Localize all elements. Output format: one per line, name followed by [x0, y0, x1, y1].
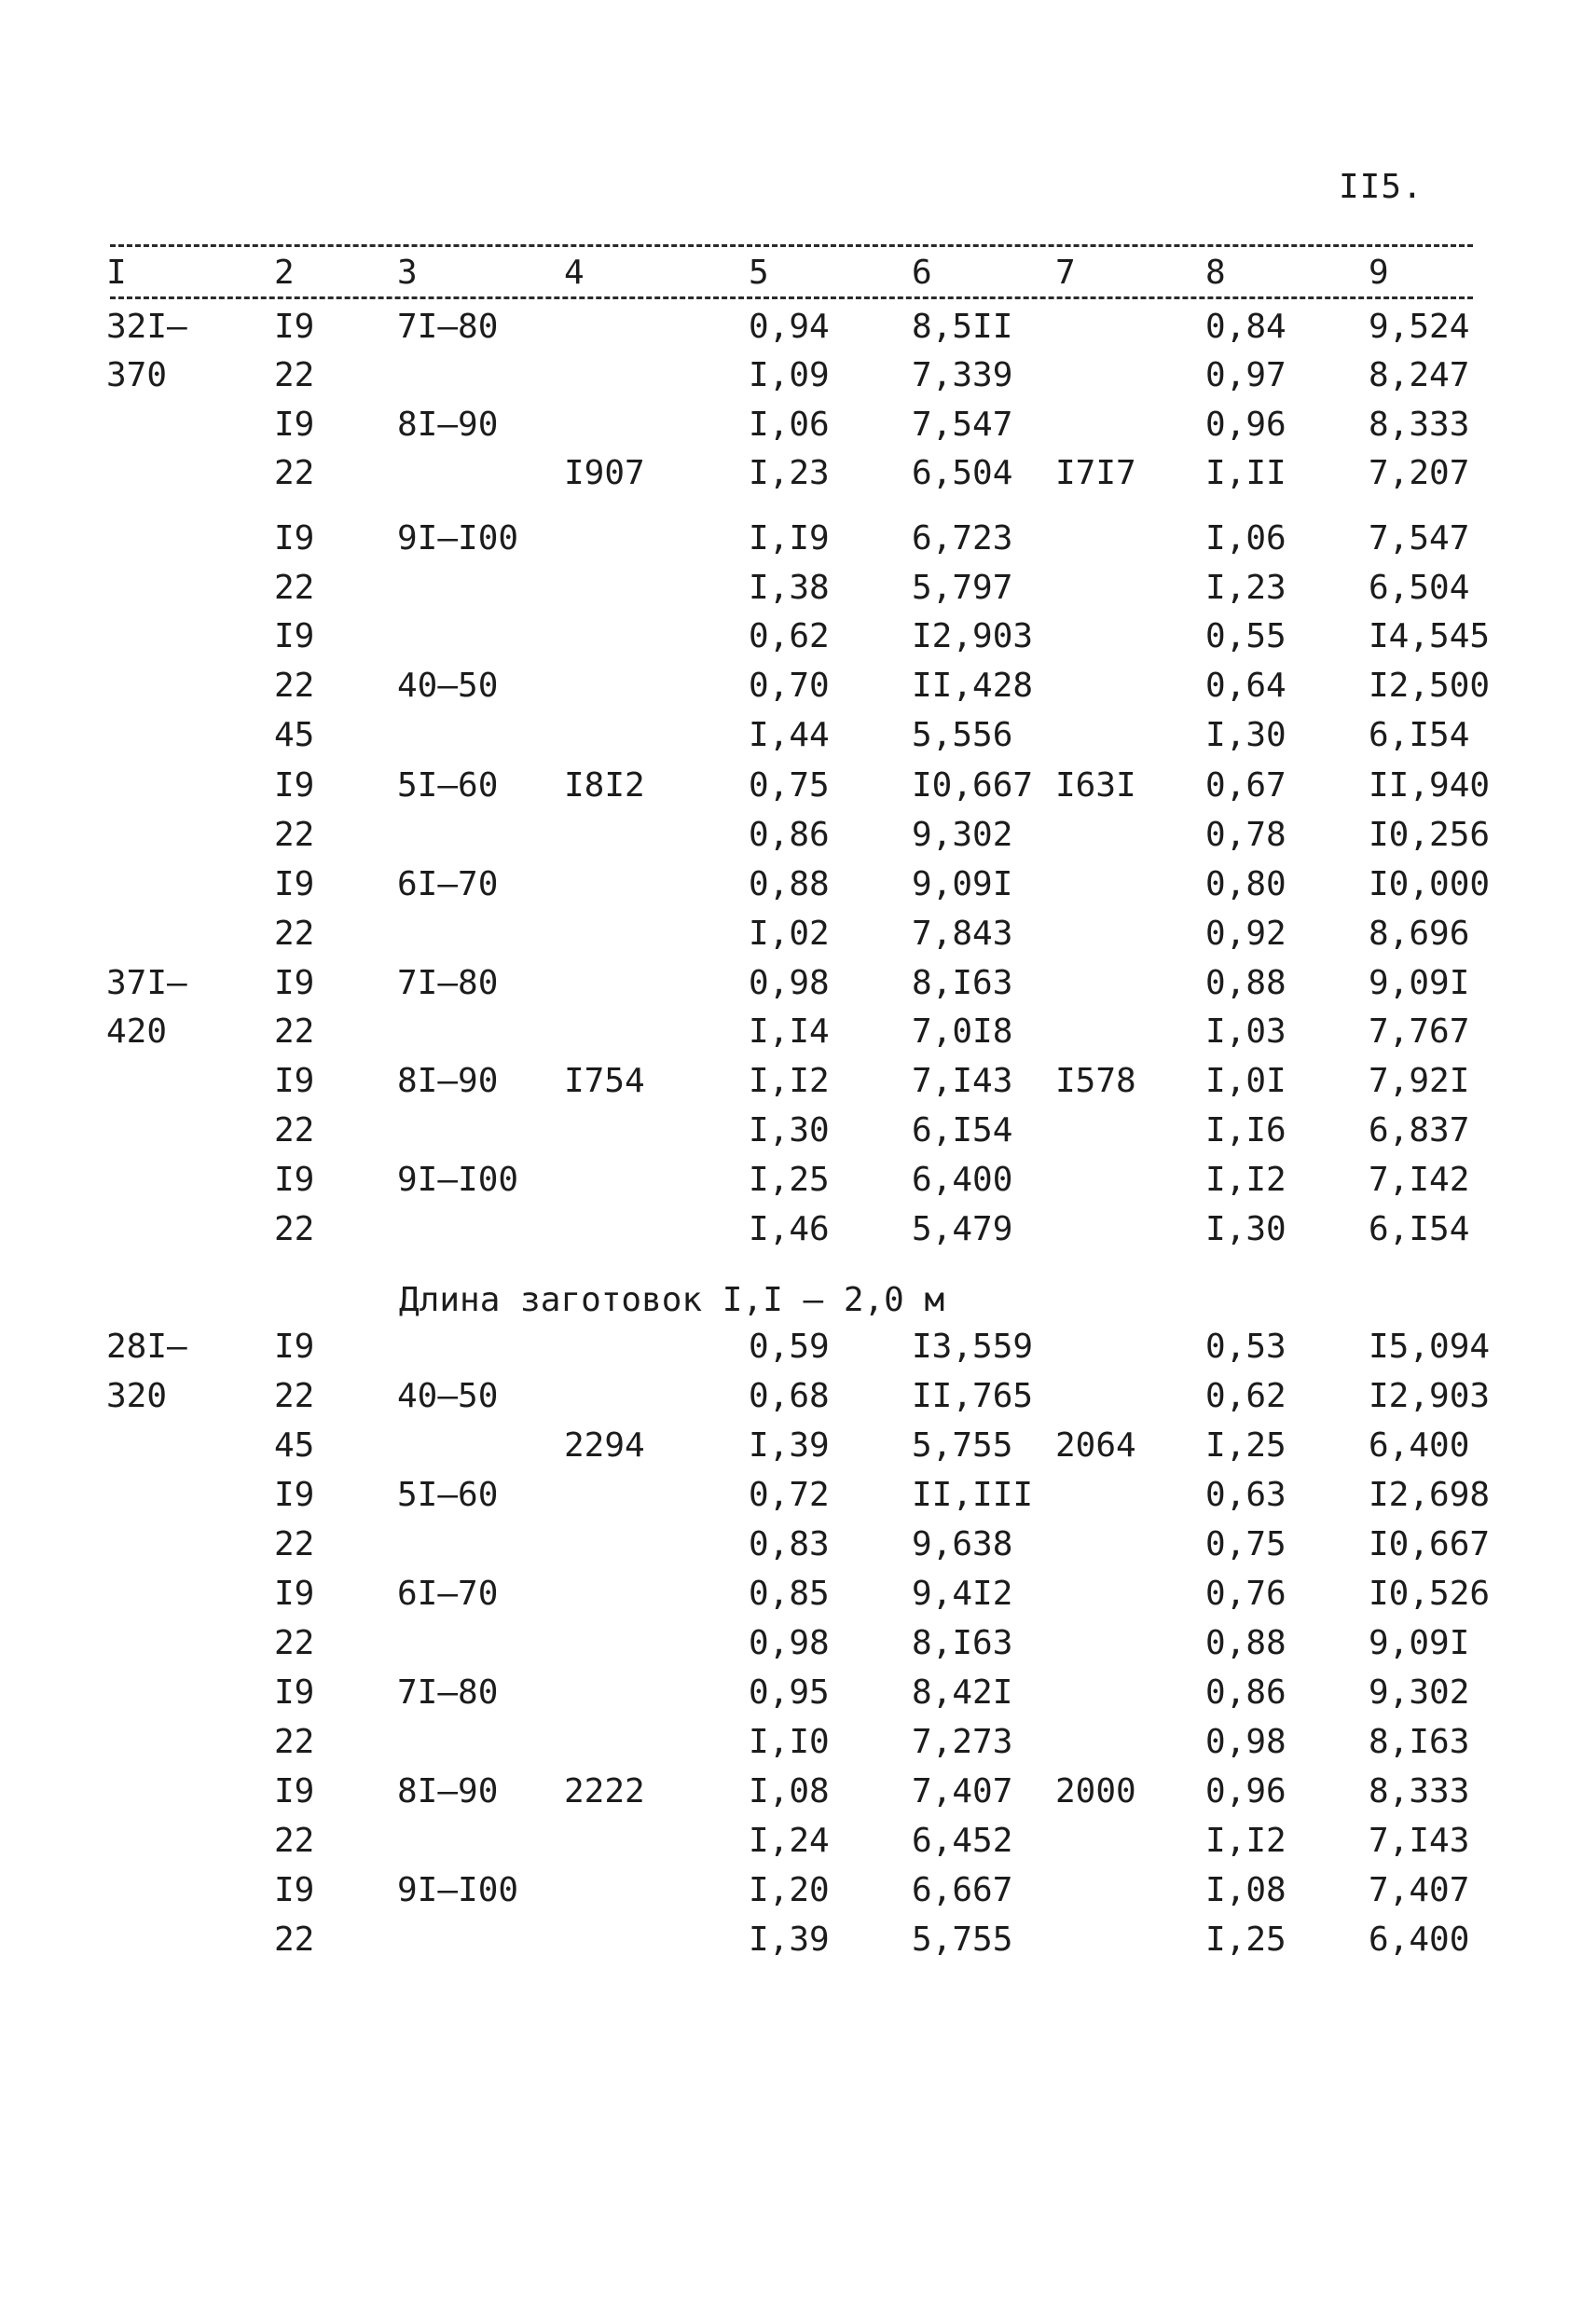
table-cell-col-8: 0,78 — [1205, 816, 1286, 854]
header-col-2: 2 — [274, 254, 295, 292]
table-cell-col-6: 6,667 — [912, 1871, 1013, 1909]
table-cell-col-8: I,I2 — [1205, 1822, 1286, 1860]
table-cell-col-2: I9 — [274, 1871, 315, 1909]
table-row — [0, 865, 1596, 906]
table-cell-col-9: 6,400 — [1369, 1921, 1470, 1959]
table-row — [0, 308, 1596, 349]
table-cell-col-6: 8,42I — [912, 1673, 1013, 1712]
table-cell-col-6: II,428 — [912, 667, 1034, 705]
table-cell-col-3: 7I–80 — [397, 964, 499, 1002]
table-cell-col-8: 0,98 — [1205, 1723, 1286, 1761]
table-cell-col-2: I9 — [274, 617, 315, 655]
table-cell-col-2: 22 — [274, 1111, 315, 1150]
table-cell-col-8: 0,88 — [1205, 964, 1286, 1002]
table-cell-col-6: 7,339 — [912, 356, 1013, 394]
table-cell-col-1: 37I– — [106, 964, 187, 1002]
table-cell-col-8: 0,63 — [1205, 1476, 1286, 1514]
table-cell-col-2: I9 — [274, 308, 315, 346]
table-cell-col-9: I2,903 — [1369, 1377, 1491, 1415]
table-cell-col-6: 5,755 — [912, 1921, 1013, 1959]
table-cell-col-3: 5I–60 — [397, 1476, 499, 1514]
table-cell-col-3: 8I–90 — [397, 406, 499, 444]
table-cell-col-5: I,20 — [749, 1871, 830, 1909]
table-cell-col-9: 8,333 — [1369, 406, 1470, 444]
table-cell-col-6: 5,755 — [912, 1426, 1013, 1465]
table-row — [0, 1476, 1596, 1517]
table-cell-col-5: I,23 — [749, 454, 830, 492]
table-cell-col-6: 7,407 — [912, 1772, 1013, 1810]
table-cell-col-5: I,30 — [749, 1111, 830, 1150]
section-caption: Длина заготовок I,I – 2,0 м — [399, 1281, 945, 1319]
table-cell-col-2: 22 — [274, 356, 315, 394]
header-col-6: 6 — [912, 254, 932, 292]
table-cell-col-3: 40–50 — [397, 1377, 499, 1415]
table-cell-col-9: 9,09I — [1369, 964, 1470, 1002]
table-cell-col-9: 7,767 — [1369, 1012, 1470, 1051]
table-cell-col-3: 9I–I00 — [397, 1161, 519, 1199]
table-cell-col-6: 6,452 — [912, 1822, 1013, 1860]
table-row — [0, 1210, 1596, 1251]
table-cell-col-9: 9,09I — [1369, 1624, 1470, 1662]
table-cell-col-2: I9 — [274, 1772, 315, 1810]
table-cell-col-2: I9 — [274, 964, 315, 1002]
header-col-7: 7 — [1055, 254, 1076, 292]
table-row — [0, 1062, 1596, 1103]
header-col-8: 8 — [1205, 254, 1226, 292]
table-cell-col-6: 5,797 — [912, 569, 1013, 607]
table-cell-col-9: 6,I54 — [1369, 716, 1470, 754]
table-cell-col-3: 9I–I00 — [397, 1871, 519, 1909]
table-cell-col-9: 7,547 — [1369, 519, 1470, 558]
table-row — [0, 1871, 1596, 1912]
table-cell-col-2: 22 — [274, 1822, 315, 1860]
table-cell-col-5: 0,88 — [749, 865, 830, 903]
table-row — [0, 1377, 1596, 1418]
table-row — [0, 964, 1596, 1005]
header-top-rule — [110, 244, 1473, 247]
table-cell-col-8: 0,64 — [1205, 667, 1286, 705]
table-cell-col-6: 5,556 — [912, 716, 1013, 754]
table-cell-col-4: I8I2 — [564, 766, 645, 805]
table-cell-col-1: 420 — [106, 1012, 168, 1051]
table-cell-col-2: I9 — [274, 1062, 315, 1100]
table-cell-col-2: 22 — [274, 454, 315, 492]
table-cell-col-9: I0,526 — [1369, 1575, 1491, 1613]
table-cell-col-7: 2064 — [1055, 1426, 1136, 1465]
table-cell-col-6: I2,903 — [912, 617, 1034, 655]
table-cell-col-6: II,III — [912, 1476, 1034, 1514]
table-cell-col-6: 9,09I — [912, 865, 1013, 903]
table-cell-col-5: 0,62 — [749, 617, 830, 655]
table-cell-col-9: 7,I43 — [1369, 1822, 1470, 1860]
table-row — [0, 1772, 1596, 1813]
table-cell-col-1: 320 — [106, 1377, 168, 1415]
table-cell-col-5: I,46 — [749, 1210, 830, 1248]
table-cell-col-6: 9,4I2 — [912, 1575, 1013, 1613]
table-cell-col-9: 7,92I — [1369, 1062, 1470, 1100]
table-cell-col-5: I,08 — [749, 1772, 830, 1810]
header-col-5: 5 — [749, 254, 769, 292]
table-cell-col-8: 0,76 — [1205, 1575, 1286, 1613]
table-cell-col-2: I9 — [274, 1328, 315, 1366]
table-cell-col-8: I,08 — [1205, 1871, 1286, 1909]
header-col-3: 3 — [397, 254, 418, 292]
table-cell-col-5: I,I4 — [749, 1012, 830, 1051]
table-cell-col-2: 22 — [274, 1723, 315, 1761]
table-cell-col-4: I754 — [564, 1062, 645, 1100]
table-cell-col-5: I,24 — [749, 1822, 830, 1860]
table-cell-col-8: 0,53 — [1205, 1328, 1286, 1366]
header-col-4: 4 — [564, 254, 585, 292]
table-row — [0, 1426, 1596, 1467]
table-cell-col-2: 22 — [274, 1012, 315, 1051]
table-cell-col-9: 9,524 — [1369, 308, 1470, 346]
table-cell-col-2: 22 — [274, 667, 315, 705]
table-cell-col-6: 6,504 — [912, 454, 1013, 492]
table-cell-col-6: 5,479 — [912, 1210, 1013, 1248]
table-cell-col-2: 22 — [274, 1624, 315, 1662]
table-cell-col-5: 0,59 — [749, 1328, 830, 1366]
table-cell-col-5: I,09 — [749, 356, 830, 394]
table-cell-col-2: I9 — [274, 519, 315, 558]
table-cell-col-5: 0,72 — [749, 1476, 830, 1514]
table-cell-col-7: I7I7 — [1055, 454, 1136, 492]
table-row — [0, 1921, 1596, 1962]
table-cell-col-9: 6,400 — [1369, 1426, 1470, 1465]
table-cell-col-9: 6,504 — [1369, 569, 1470, 607]
table-cell-col-9: 8,I63 — [1369, 1723, 1470, 1761]
table-cell-col-9: II,940 — [1369, 766, 1491, 805]
table-cell-col-9: I4,545 — [1369, 617, 1491, 655]
table-row — [0, 617, 1596, 658]
table-cell-col-9: 6,837 — [1369, 1111, 1470, 1150]
table-cell-col-3: 7I–80 — [397, 1673, 499, 1712]
table-cell-col-9: 8,247 — [1369, 356, 1470, 394]
table-cell-col-3: 8I–90 — [397, 1772, 499, 1810]
header-col-1: I — [106, 254, 127, 292]
table-cell-col-2: 22 — [274, 1921, 315, 1959]
table-cell-col-5: 0,85 — [749, 1575, 830, 1613]
table-cell-col-8: I,23 — [1205, 569, 1286, 607]
table-cell-col-3: 6I–70 — [397, 1575, 499, 1613]
table-cell-col-6: 7,0I8 — [912, 1012, 1013, 1051]
table-cell-col-8: 0,86 — [1205, 1673, 1286, 1712]
table-cell-col-6: 8,I63 — [912, 964, 1013, 1002]
table-cell-col-9: I2,500 — [1369, 667, 1491, 705]
table-cell-col-5: I,I9 — [749, 519, 830, 558]
table-row — [0, 915, 1596, 956]
table-cell-col-4: I907 — [564, 454, 645, 492]
table-cell-col-9: I0,256 — [1369, 816, 1491, 854]
table-cell-col-2: 22 — [274, 1525, 315, 1563]
table-cell-col-9: 7,407 — [1369, 1871, 1470, 1909]
table-cell-col-4: 2294 — [564, 1426, 645, 1465]
table-cell-col-2: I9 — [274, 1575, 315, 1613]
table-cell-col-5: 0,98 — [749, 964, 830, 1002]
table-cell-col-3: 9I–I00 — [397, 519, 519, 558]
table-cell-col-8: 0,97 — [1205, 356, 1286, 394]
table-cell-col-8: 0,67 — [1205, 766, 1286, 805]
table-cell-col-5: 0,68 — [749, 1377, 830, 1415]
table-row — [0, 716, 1596, 757]
table-row — [0, 1673, 1596, 1714]
table-cell-col-7: I578 — [1055, 1062, 1136, 1100]
table-cell-col-6: 7,I43 — [912, 1062, 1013, 1100]
page-number: II5. — [1339, 168, 1424, 206]
table-cell-col-8: I,30 — [1205, 716, 1286, 754]
table-cell-col-6: 7,273 — [912, 1723, 1013, 1761]
table-cell-col-5: 0,95 — [749, 1673, 830, 1712]
table-cell-col-8: 0,88 — [1205, 1624, 1286, 1662]
table-cell-col-9: 9,302 — [1369, 1673, 1470, 1712]
table-cell-col-6: 7,843 — [912, 915, 1013, 953]
table-row — [0, 1328, 1596, 1369]
table-cell-col-2: 22 — [274, 569, 315, 607]
table-cell-col-9: I5,094 — [1369, 1328, 1491, 1366]
table-row — [0, 406, 1596, 447]
table-row — [0, 816, 1596, 857]
table-cell-col-5: I,39 — [749, 1426, 830, 1465]
table-cell-col-3: 8I–90 — [397, 1062, 499, 1100]
table-cell-col-8: I,I6 — [1205, 1111, 1286, 1150]
table-cell-col-3: 5I–60 — [397, 766, 499, 805]
table-cell-col-8: 0,96 — [1205, 406, 1286, 444]
table-cell-col-5: I,25 — [749, 1161, 830, 1199]
table-cell-col-6: 8,5II — [912, 308, 1013, 346]
table-cell-col-9: I0,667 — [1369, 1525, 1491, 1563]
table-cell-col-5: I,44 — [749, 716, 830, 754]
table-cell-col-7: I63I — [1055, 766, 1136, 805]
table-cell-col-6: I0,667 — [912, 766, 1034, 805]
table-row — [0, 1111, 1596, 1152]
table-cell-col-6: 9,302 — [912, 816, 1013, 854]
table-row — [0, 1525, 1596, 1566]
table-cell-col-2: I9 — [274, 406, 315, 444]
table-row — [0, 1624, 1596, 1665]
table-row — [0, 1012, 1596, 1053]
table-cell-col-6: 8,I63 — [912, 1624, 1013, 1662]
table-cell-col-8: 0,80 — [1205, 865, 1286, 903]
table-cell-col-6: 6,723 — [912, 519, 1013, 558]
table-cell-col-5: I,I2 — [749, 1062, 830, 1100]
table-cell-col-5: 0,75 — [749, 766, 830, 805]
table-cell-col-1: 32I– — [106, 308, 187, 346]
table-cell-col-9: 7,I42 — [1369, 1161, 1470, 1199]
table-cell-col-1: 370 — [106, 356, 168, 394]
table-cell-col-8: I,I2 — [1205, 1161, 1286, 1199]
table-cell-col-8: I,25 — [1205, 1426, 1286, 1465]
table-row — [0, 667, 1596, 708]
table-cell-col-6: 6,I54 — [912, 1111, 1013, 1150]
table-cell-col-6: I3,559 — [912, 1328, 1034, 1366]
table-cell-col-5: 0,94 — [749, 308, 830, 346]
table-cell-col-6: 9,638 — [912, 1525, 1013, 1563]
table-row — [0, 569, 1596, 610]
table-cell-col-6: II,765 — [912, 1377, 1034, 1415]
table-cell-col-5: 0,83 — [749, 1525, 830, 1563]
table-cell-col-2: I9 — [274, 1476, 315, 1514]
table-cell-col-8: 0,96 — [1205, 1772, 1286, 1810]
table-cell-col-5: I,06 — [749, 406, 830, 444]
table-row — [0, 1161, 1596, 1202]
table-row — [0, 1723, 1596, 1764]
table-cell-col-2: I9 — [274, 1673, 315, 1712]
header-col-9: 9 — [1369, 254, 1389, 292]
table-cell-col-2: I9 — [274, 1161, 315, 1199]
table-cell-col-8: I,25 — [1205, 1921, 1286, 1959]
table-cell-col-5: 0,98 — [749, 1624, 830, 1662]
table-cell-col-9: I2,698 — [1369, 1476, 1491, 1514]
table-row — [0, 356, 1596, 397]
table-cell-col-7: 2000 — [1055, 1772, 1136, 1810]
table-cell-col-8: 0,84 — [1205, 308, 1286, 346]
table-cell-col-9: 8,696 — [1369, 915, 1470, 953]
table-cell-col-2: I9 — [274, 766, 315, 805]
table-cell-col-1: 28I– — [106, 1328, 187, 1366]
table-cell-col-2: 22 — [274, 1210, 315, 1248]
table-cell-col-5: I,02 — [749, 915, 830, 953]
table-cell-col-8: 0,92 — [1205, 915, 1286, 953]
table-cell-col-3: 6I–70 — [397, 865, 499, 903]
table-cell-col-8: I,06 — [1205, 519, 1286, 558]
table-cell-col-2: 22 — [274, 915, 315, 953]
table-cell-col-9: 6,I54 — [1369, 1210, 1470, 1248]
table-row — [0, 1822, 1596, 1863]
header-bottom-rule — [110, 296, 1473, 299]
table-cell-col-3: 7I–80 — [397, 308, 499, 346]
table-cell-col-5: 0,70 — [749, 667, 830, 705]
table-cell-col-8: I,30 — [1205, 1210, 1286, 1248]
table-cell-col-5: I,38 — [749, 569, 830, 607]
table-cell-col-9: I0,000 — [1369, 865, 1491, 903]
table-row — [0, 766, 1596, 807]
table-cell-col-2: 22 — [274, 1377, 315, 1415]
table-row — [0, 1575, 1596, 1616]
table-cell-col-5: 0,86 — [749, 816, 830, 854]
table-cell-col-4: 2222 — [564, 1772, 645, 1810]
table-cell-col-9: 8,333 — [1369, 1772, 1470, 1810]
table-cell-col-6: 6,400 — [912, 1161, 1013, 1199]
table-cell-col-8: 0,75 — [1205, 1525, 1286, 1563]
table-cell-col-8: 0,62 — [1205, 1377, 1286, 1415]
table-cell-col-2: 22 — [274, 816, 315, 854]
table-cell-col-5: I,I0 — [749, 1723, 830, 1761]
table-cell-col-8: I,03 — [1205, 1012, 1286, 1051]
table-cell-col-2: 45 — [274, 716, 315, 754]
table-cell-col-9: 7,207 — [1369, 454, 1470, 492]
table-cell-col-5: I,39 — [749, 1921, 830, 1959]
table-cell-col-6: 7,547 — [912, 406, 1013, 444]
table-cell-col-8: 0,55 — [1205, 617, 1286, 655]
table-cell-col-3: 40–50 — [397, 667, 499, 705]
table-cell-col-8: I,0I — [1205, 1062, 1286, 1100]
table-cell-col-2: I9 — [274, 865, 315, 903]
table-row — [0, 454, 1596, 495]
table-cell-col-2: 45 — [274, 1426, 315, 1465]
table-header — [0, 254, 1596, 295]
table-cell-col-8: I,II — [1205, 454, 1286, 492]
table-row — [0, 519, 1596, 560]
